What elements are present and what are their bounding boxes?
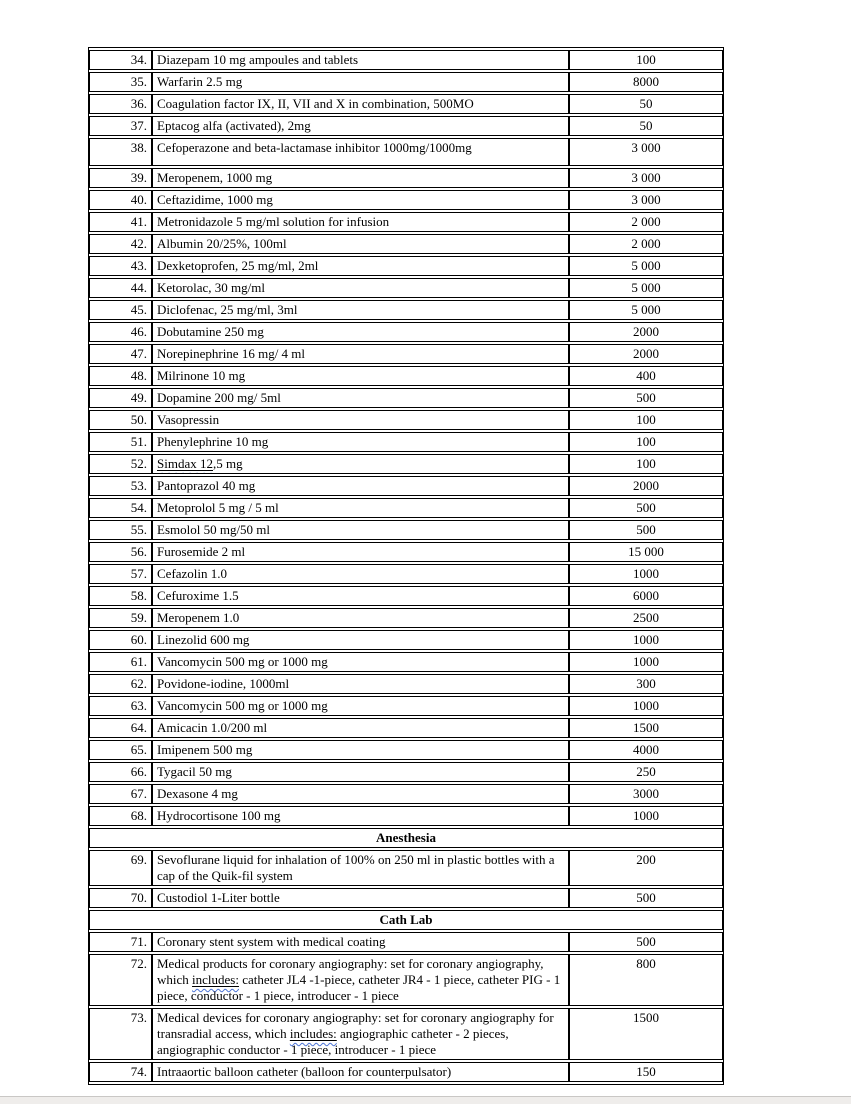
item-name-cell: Simdax 12,5 mg (152, 454, 569, 474)
row-number-cell: 44. (89, 278, 152, 298)
item-name-cell: Sevoflurane liquid for inhalation of 100% on 250 ml in plastic bottles with a cap of the Quik-fil system (152, 850, 569, 886)
quantity-cell: 800 (569, 954, 723, 1006)
spellcheck-underlined-text: includes: (289, 1026, 337, 1041)
item-name-cell: Eptacog alfa (activated), 2mg (152, 116, 569, 136)
table-row (89, 608, 723, 628)
item-name-cell: Ceftazidime, 1000 mg (152, 190, 569, 210)
quantity-cell: 250 (569, 762, 723, 782)
quantity-cell: 3 000 (569, 168, 723, 188)
table-row (89, 520, 723, 540)
supply-table-body (89, 50, 723, 1082)
item-name-cell: Pantoprazol 40 mg (152, 476, 569, 496)
row-number-cell: 57. (89, 564, 152, 584)
quantity-cell: 50 (569, 94, 723, 114)
item-name-cell: Warfarin 2.5 mg (152, 72, 569, 92)
table-row (89, 762, 723, 782)
row-number-cell: 38. (89, 138, 152, 166)
quantity-cell: 15 000 (569, 542, 723, 562)
row-number-cell: 59. (89, 608, 152, 628)
table-row (89, 564, 723, 584)
quantity-cell: 50 (569, 116, 723, 136)
table-row (89, 234, 723, 254)
table-row (89, 278, 723, 298)
table-row (89, 740, 723, 760)
row-number-cell: 40. (89, 190, 152, 210)
quantity-cell: 2 000 (569, 212, 723, 232)
item-name-cell: Diazepam 10 mg ampoules and tablets (152, 50, 569, 70)
table-row (89, 256, 723, 276)
table-row (89, 888, 723, 908)
table-row (89, 50, 723, 70)
quantity-cell: 1000 (569, 652, 723, 672)
item-name-cell: Esmolol 50 mg/50 ml (152, 520, 569, 540)
table-row (89, 784, 723, 804)
quantity-cell: 3 000 (569, 190, 723, 210)
table-row (89, 542, 723, 562)
quantity-cell: 500 (569, 888, 723, 908)
row-number-cell: 68. (89, 806, 152, 826)
quantity-cell: 2500 (569, 608, 723, 628)
quantity-cell: 3000 (569, 784, 723, 804)
item-name-cell: Metronidazole 5 mg/ml solution for infusion (152, 212, 569, 232)
row-number-cell: 63. (89, 696, 152, 716)
quantity-cell: 300 (569, 674, 723, 694)
row-number-cell: 36. (89, 94, 152, 114)
item-name-cell: Hydrocortisone 100 mg (152, 806, 569, 826)
item-name-cell: Norepinephrine 16 mg/ 4 ml (152, 344, 569, 364)
quantity-cell: 1500 (569, 1008, 723, 1060)
quantity-cell: 100 (569, 50, 723, 70)
table-row (89, 652, 723, 672)
page-separator (0, 1096, 851, 1104)
table-row (89, 344, 723, 364)
quantity-cell: 2000 (569, 344, 723, 364)
item-name-cell: Vasopressin (152, 410, 569, 430)
item-name-cell: Dobutamine 250 mg (152, 322, 569, 342)
row-number-cell: 65. (89, 740, 152, 760)
item-name-cell: Medical products for coronary angiography: set for coronary angiography, which includes: catheter JL4 -1-piece, catheter JR4 - 1 piece, catheter PIG - 1 piece, conductor - 1 piece, introducer - 1 piece (152, 954, 569, 1006)
quantity-cell: 100 (569, 410, 723, 430)
row-number-cell: 41. (89, 212, 152, 232)
item-name-cell: Tygacil 50 mg (152, 762, 569, 782)
row-number-cell: 37. (89, 116, 152, 136)
row-number-cell: 53. (89, 476, 152, 496)
section-header-row (89, 910, 723, 930)
table-row (89, 498, 723, 518)
table-row (89, 366, 723, 386)
item-name-cell: Custodiol 1-Liter bottle (152, 888, 569, 908)
quantity-cell: 500 (569, 498, 723, 518)
row-number-cell: 74. (89, 1062, 152, 1082)
section-header-label: Anesthesia (89, 828, 723, 848)
row-number-cell: 51. (89, 432, 152, 452)
item-name-cell: Coronary stent system with medical coating (152, 932, 569, 952)
row-number-cell: 71. (89, 932, 152, 952)
table-row (89, 388, 723, 408)
item-name-cell: Vancomycin 500 mg or 1000 mg (152, 652, 569, 672)
item-name-cell: Dexketoprofen, 25 mg/ml, 2ml (152, 256, 569, 276)
table-row (89, 300, 723, 320)
item-name-cell: Dexasone 4 mg (152, 784, 569, 804)
table-row (89, 954, 723, 1006)
quantity-cell: 1500 (569, 718, 723, 738)
row-number-cell: 73. (89, 1008, 152, 1060)
row-number-cell: 69. (89, 850, 152, 886)
section-header-label: Cath Lab (89, 910, 723, 930)
row-number-cell: 72. (89, 954, 152, 1006)
item-name-cell: Albumin 20/25%, 100ml (152, 234, 569, 254)
table-row (89, 718, 723, 738)
item-name-cell: Povidone-iodine, 1000ml (152, 674, 569, 694)
table-row (89, 72, 723, 92)
table-row (89, 932, 723, 952)
row-number-cell: 48. (89, 366, 152, 386)
row-number-cell: 43. (89, 256, 152, 276)
row-number-cell: 46. (89, 322, 152, 342)
item-name-cell: Cefoperazone and beta-lactamase inhibitor 1000mg/1000mg (152, 138, 569, 166)
quantity-cell: 1000 (569, 696, 723, 716)
item-name-cell: Linezolid 600 mg (152, 630, 569, 650)
table-row (89, 1062, 723, 1082)
table-row (89, 322, 723, 342)
quantity-cell: 3 000 (569, 138, 723, 166)
quantity-cell: 2000 (569, 322, 723, 342)
quantity-cell: 100 (569, 454, 723, 474)
item-name-cell: Cefuroxime 1.5 (152, 586, 569, 606)
quantity-cell: 4000 (569, 740, 723, 760)
row-number-cell: 62. (89, 674, 152, 694)
row-number-cell: 50. (89, 410, 152, 430)
table-row (89, 476, 723, 496)
item-name-cell: Imipenem 500 mg (152, 740, 569, 760)
quantity-cell: 500 (569, 388, 723, 408)
item-name-cell: Meropenem 1.0 (152, 608, 569, 628)
quantity-cell: 2 000 (569, 234, 723, 254)
table-row (89, 806, 723, 826)
table-row (89, 190, 723, 210)
medical-supplies-table (88, 47, 724, 1085)
table-row (89, 116, 723, 136)
row-number-cell: 49. (89, 388, 152, 408)
row-number-cell: 66. (89, 762, 152, 782)
quantity-cell: 5 000 (569, 278, 723, 298)
quantity-cell: 1000 (569, 564, 723, 584)
row-number-cell: 39. (89, 168, 152, 188)
item-name-cell: Phenylephrine 10 mg (152, 432, 569, 452)
quantity-cell: 1000 (569, 630, 723, 650)
row-number-cell: 64. (89, 718, 152, 738)
row-number-cell: 35. (89, 72, 152, 92)
quantity-cell: 1000 (569, 806, 723, 826)
item-name-cell: Metoprolol 5 mg / 5 ml (152, 498, 569, 518)
table-row (89, 630, 723, 650)
quantity-cell: 150 (569, 1062, 723, 1082)
item-name-cell: Milrinone 10 mg (152, 366, 569, 386)
row-number-cell: 45. (89, 300, 152, 320)
item-name-cell: Medical devices for coronary angiography: set for coronary angiography for transradial access, which includes: angiographic catheter - 2 pieces, angiographic conductor - 1 piece, introducer - 1 piece (152, 1008, 569, 1060)
item-name-cell: Furosemide 2 ml (152, 542, 569, 562)
row-number-cell: 61. (89, 652, 152, 672)
table-row (89, 94, 723, 114)
spellcheck-underlined-text: Simdax 12 (157, 456, 213, 471)
row-number-cell: 47. (89, 344, 152, 364)
table-row (89, 138, 723, 166)
table-row (89, 674, 723, 694)
quantity-cell: 200 (569, 850, 723, 886)
item-name-cell: Dopamine 200 mg/ 5ml (152, 388, 569, 408)
item-name-cell: Intraaortic balloon catheter (balloon for counterpulsator) (152, 1062, 569, 1082)
quantity-cell: 100 (569, 432, 723, 452)
table-row (89, 168, 723, 188)
item-name-cell: Vancomycin 500 mg or 1000 mg (152, 696, 569, 716)
quantity-cell: 8000 (569, 72, 723, 92)
quantity-cell: 2000 (569, 476, 723, 496)
item-name-cell: Coagulation factor IX, II, VII and X in combination, 500MO (152, 94, 569, 114)
row-number-cell: 42. (89, 234, 152, 254)
row-number-cell: 58. (89, 586, 152, 606)
item-name-cell: Meropenem, 1000 mg (152, 168, 569, 188)
row-number-cell: 52. (89, 454, 152, 474)
table-row (89, 1008, 723, 1060)
table-row (89, 212, 723, 232)
quantity-cell: 5 000 (569, 256, 723, 276)
table-row (89, 586, 723, 606)
row-number-cell: 60. (89, 630, 152, 650)
row-number-cell: 55. (89, 520, 152, 540)
quantity-cell: 5 000 (569, 300, 723, 320)
table-row (89, 454, 723, 474)
row-number-cell: 34. (89, 50, 152, 70)
row-number-cell: 70. (89, 888, 152, 908)
item-name-cell: Diclofenac, 25 mg/ml, 3ml (152, 300, 569, 320)
row-number-cell: 67. (89, 784, 152, 804)
quantity-cell: 400 (569, 366, 723, 386)
table-row (89, 410, 723, 430)
item-name-cell: Amicacin 1.0/200 ml (152, 718, 569, 738)
quantity-cell: 500 (569, 932, 723, 952)
item-name-cell: Cefazolin 1.0 (152, 564, 569, 584)
section-header-row (89, 828, 723, 848)
quantity-cell: 500 (569, 520, 723, 540)
item-name-cell: Ketorolac, 30 mg/ml (152, 278, 569, 298)
row-number-cell: 54. (89, 498, 152, 518)
table-row (89, 432, 723, 452)
quantity-cell: 6000 (569, 586, 723, 606)
table-row (89, 850, 723, 886)
table-row (89, 696, 723, 716)
row-number-cell: 56. (89, 542, 152, 562)
spellcheck-underlined-text: includes: (192, 972, 239, 987)
